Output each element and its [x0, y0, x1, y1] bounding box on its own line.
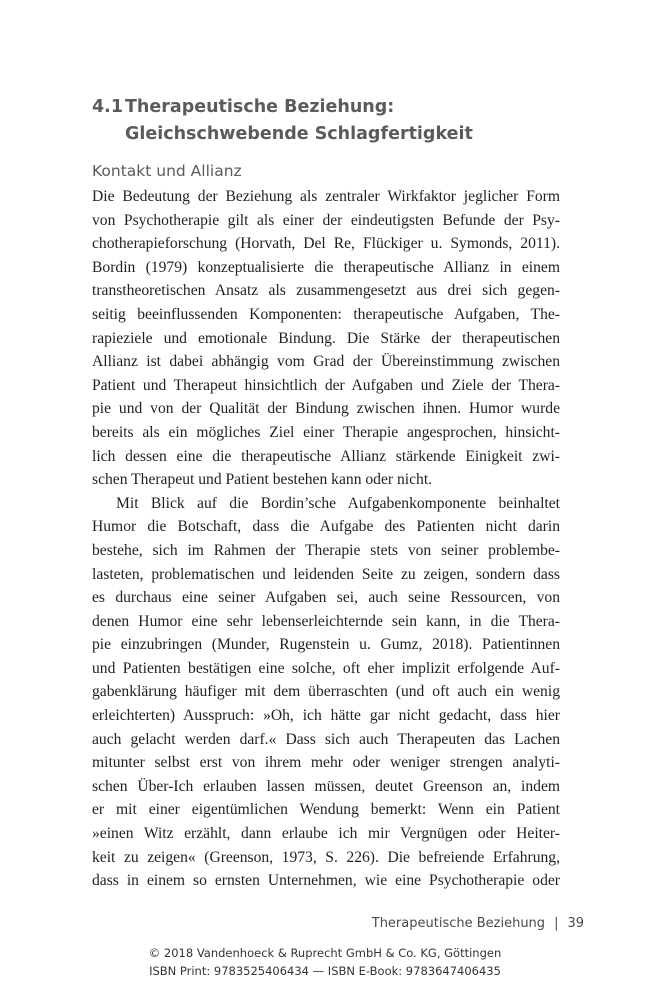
running-title: Therapeutische Beziehung — [371, 916, 546, 931]
text-line: erleichterten) Ausspruch: »Oh, ich hätte gar nicht gedacht, dass hier — [92, 707, 560, 725]
paragraph — [92, 185, 560, 492]
text-line: Die Bedeutung der Beziehung als zentraler Wirkfaktor jeglicher Form — [92, 188, 560, 205]
section-heading — [92, 94, 473, 148]
text-line: keit zu zeigen« (Greenson, 1973, S. 226). Die befreiende Erfahrung, — [92, 848, 560, 866]
text-line: Humor die Botschaft, dass die Aufgabe des Patienten nicht darin — [92, 518, 560, 536]
text-line: pie einzubringen (Munder, Rugenstein u. Gumz, 2018). Patientinnen — [92, 636, 560, 654]
text-line: seitig beeinflussenden Komponenten: therapeutische Aufgaben, The- — [92, 305, 560, 323]
text-line: dass in einem so ernsten Unternehmen, wie eine Psychotherapie oder — [92, 872, 560, 890]
text-line: lasteten, problematischen und leidenden Seite zu zeigen, sondern dass — [92, 565, 560, 583]
text-line: Mit Blick auf die Bordin’sche Aufgabenkomponente beinhaltet — [116, 494, 560, 512]
text-line: schen Über-Ich erlauben lassen müssen, deutet Greenson an, indem — [92, 777, 560, 795]
text-line: Bordin (1979) konzeptualisierte die therapeutische Allianz in einem — [92, 258, 560, 276]
text-line: auch gelacht werden darf.« Dass sich auch Therapeuten das Lachen — [92, 730, 560, 748]
text-line: chotherapieforschung (Horvath, Del Re, Flückiger u. Symonds, 2011). — [92, 235, 560, 253]
text-line: er mit einer eigentümlichen Wendung bemerkt: Wenn ein Patient — [92, 801, 560, 819]
text-line: denen Humor eine sehr lebenserleichternde sein kann, in die Thera- — [92, 612, 560, 630]
text-line: lich dessen eine die therapeutische Allianz stärkende Einigkeit zwi- — [92, 447, 560, 465]
text-line: pie und von der Qualität der Bindung zwischen ihnen. Humor wurde — [92, 400, 560, 418]
section-title-line2: Gleichschwebende Schlagfertigkeit — [125, 124, 473, 144]
page-number: 39 — [567, 916, 584, 931]
section-title-line1: Therapeutische Beziehung: — [125, 97, 395, 117]
footer-separator: | — [554, 916, 559, 931]
text-line: es durchaus eine seiner Aufgaben sei, auch seine Ressourcen, von — [92, 589, 560, 607]
body-text — [92, 185, 560, 893]
text-line: schen Therapeut und Patient bestehen kann oder nicht. — [92, 471, 433, 489]
text-line: gabenklärung häufiger mit dem überraschten (und oft auch ein wenig — [92, 683, 560, 701]
paragraph — [92, 492, 560, 893]
text-line: und Patienten bestätigen eine solche, oft eher implizit erfolgende Auf- — [92, 659, 560, 677]
running-footer — [372, 914, 584, 934]
isbn-line: ISBN Print: 9783525406434 — ISBN E-Book: 9783647406435 — [149, 964, 501, 978]
section-number: 4.1 — [92, 97, 124, 117]
text-line: mitunter selbst erst von ihrem mehr oder weniger strengen analyti- — [92, 754, 560, 772]
text-line: Allianz ist dabei abhängig vom Grad der Übereinstimmung zwischen — [92, 353, 560, 371]
text-line: bereits als ein mögliches Ziel einer Therapie angesprochen, hinsicht- — [92, 423, 560, 441]
copyright-notice — [0, 944, 650, 980]
text-line: »einen Witz erzählt, dann erlaube ich mir Vergnügen oder Heiter- — [92, 825, 560, 843]
subsection-title: Kontakt und Allianz — [92, 162, 242, 180]
text-line: transtheoretischen Ansatz als zusammengesetzt aus drei sich gegen- — [92, 282, 560, 300]
text-line: rapieziele und emotionale Bindung. Die Stärke der therapeutischen — [92, 329, 560, 347]
copyright-line: © 2018 Vandenhoeck & Ruprecht GmbH & Co. KG, Göttingen — [148, 946, 502, 960]
text-line: von Psychotherapie gilt als einer der eindeutigsten Befunde der Psy- — [92, 211, 560, 229]
text-line: Patient und Therapeut hinsichtlich der Aufgaben und Ziele der Thera- — [92, 376, 560, 394]
text-line: bestehe, sich im Rahmen der Therapie stets von seiner problembe- — [92, 541, 560, 559]
